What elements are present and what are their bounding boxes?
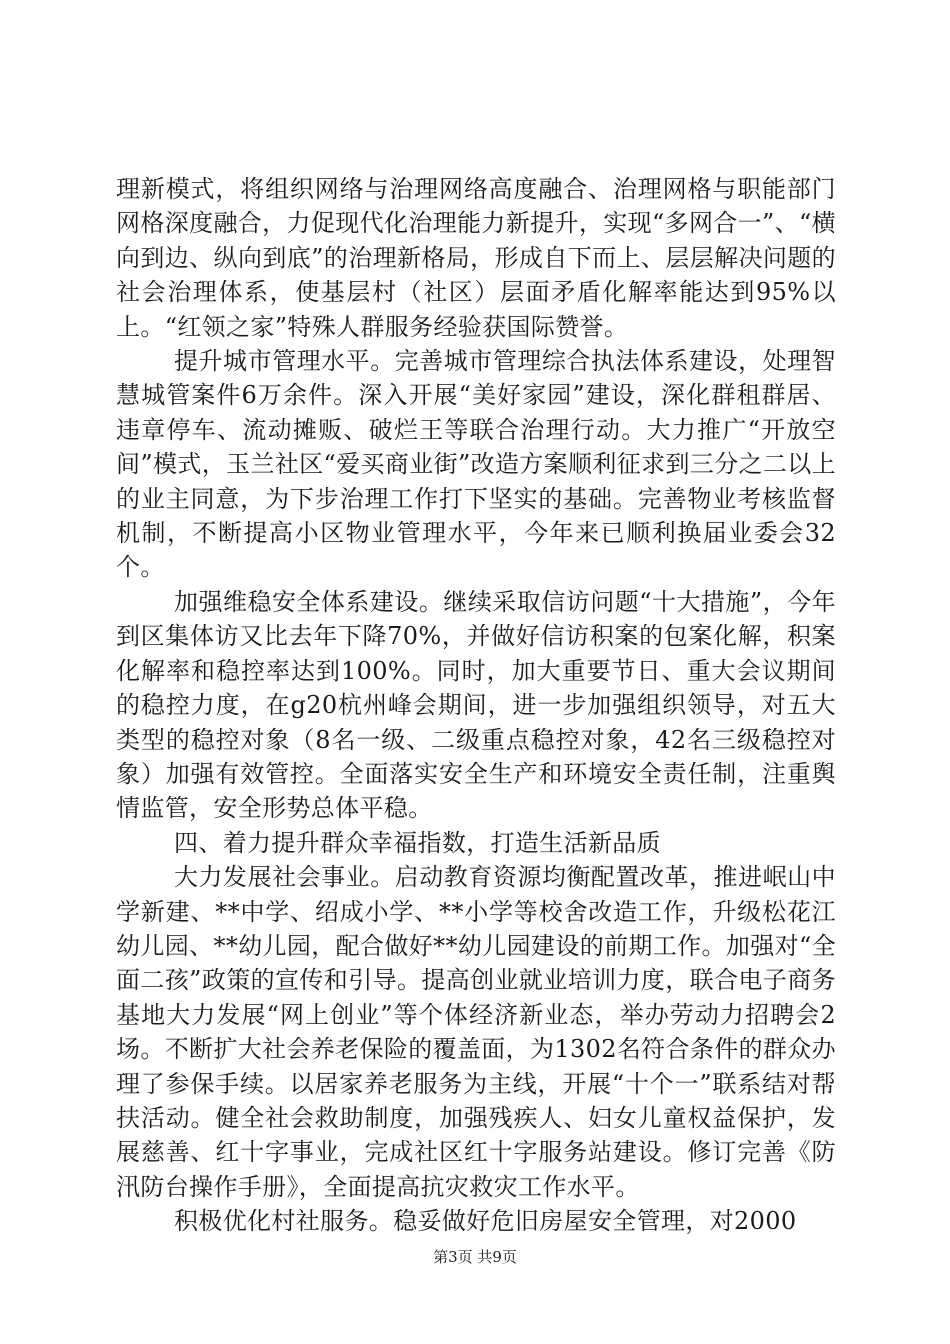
paragraph-social-undertakings: 大力发展社会事业。启动教育资源均衡配置改革，推进岷山中学新建、**中学、绍成小学、**小学等校舍改造工作，升级松花江幼儿园、**幼儿园，配合做好**幼儿园建设的前期工作。加强对“全面二孩”政策的宣传和引导。提高创业就业培训力度，联合电子商务基地大力发展“网上创业”等个体经济新业态，举办劳动力招聘会2场。不断扩大社会养老保险的覆盖面，为1302名符合条件的群众办理了参保手续。以居家养老服务为主线，开展“十个一”联系结对帮扶活动。健全社会救助制度，加强残疾人、妇女儿童权益保护，发展慈善、红十字事业，完成社区红十字服务站建设。修订完善《防汛防台操作手册》，全面提高抗灾救灾工作水平。 (116, 863, 836, 1201)
paragraph-city-management: 提升城市管理水平。完善城市管理综合执法体系建设，处理智慧城管案件6万余件。深入开展“美好家园”建设，深化群租群居、违章停车、流动摊贩、破烂王等联合治理行动。大力推广“开放空间”模式，玉兰社区“爱买商业街”改造方案顺利征求到三分之二以上的业主同意，为下步治理工作打下坚实的基础。完善物业考核监督机制，不断提高小区物业管理水平，今年来已顺利换届业委会32个。 (116, 347, 836, 582)
section-heading-four: 四、着力提升群众幸福指数，打造生活新品质 (174, 828, 661, 857)
paragraph-stability-safety: 加强维稳安全体系建设。继续采取信访问题“十大措施”，今年到区集体访又比去年下降70%，并做好信访积案的包案化解，积案化解率和稳控率达到100%。同时，加大重要节日、重大会议期间的稳控力度，在g20杭州峰会期间，进一步加强组织领导，对五大类型的稳控对象（8名一级、二级重点稳控对象，42名三级稳控对象）加强有效管控。全面落实安全生产和环境安全责任制，注重舆情监管，安全形势总体平稳。 (116, 587, 836, 823)
paragraph-continuation: 理新模式，将组织网络与治理网络高度融合、治理网格与职能部门网格深度融合，力促现代化治理能力新提升，实现“多网合一”、“横向到边、纵向到底”的治理新格局，形成自下而上、层层解决问题的社会治理体系，使基层村（社区）层面矛盾化解率能达到95%以上。“红领之家”特殊人群服务经验获国际赞誉。 (116, 175, 836, 341)
document-body (116, 172, 836, 1239)
paragraph-village-services: 积极优化村社服务。稳妥做好危旧房屋安全管理，对2000 (174, 1207, 797, 1236)
page-number-footer: 第3页 共9页 (433, 1248, 517, 1266)
